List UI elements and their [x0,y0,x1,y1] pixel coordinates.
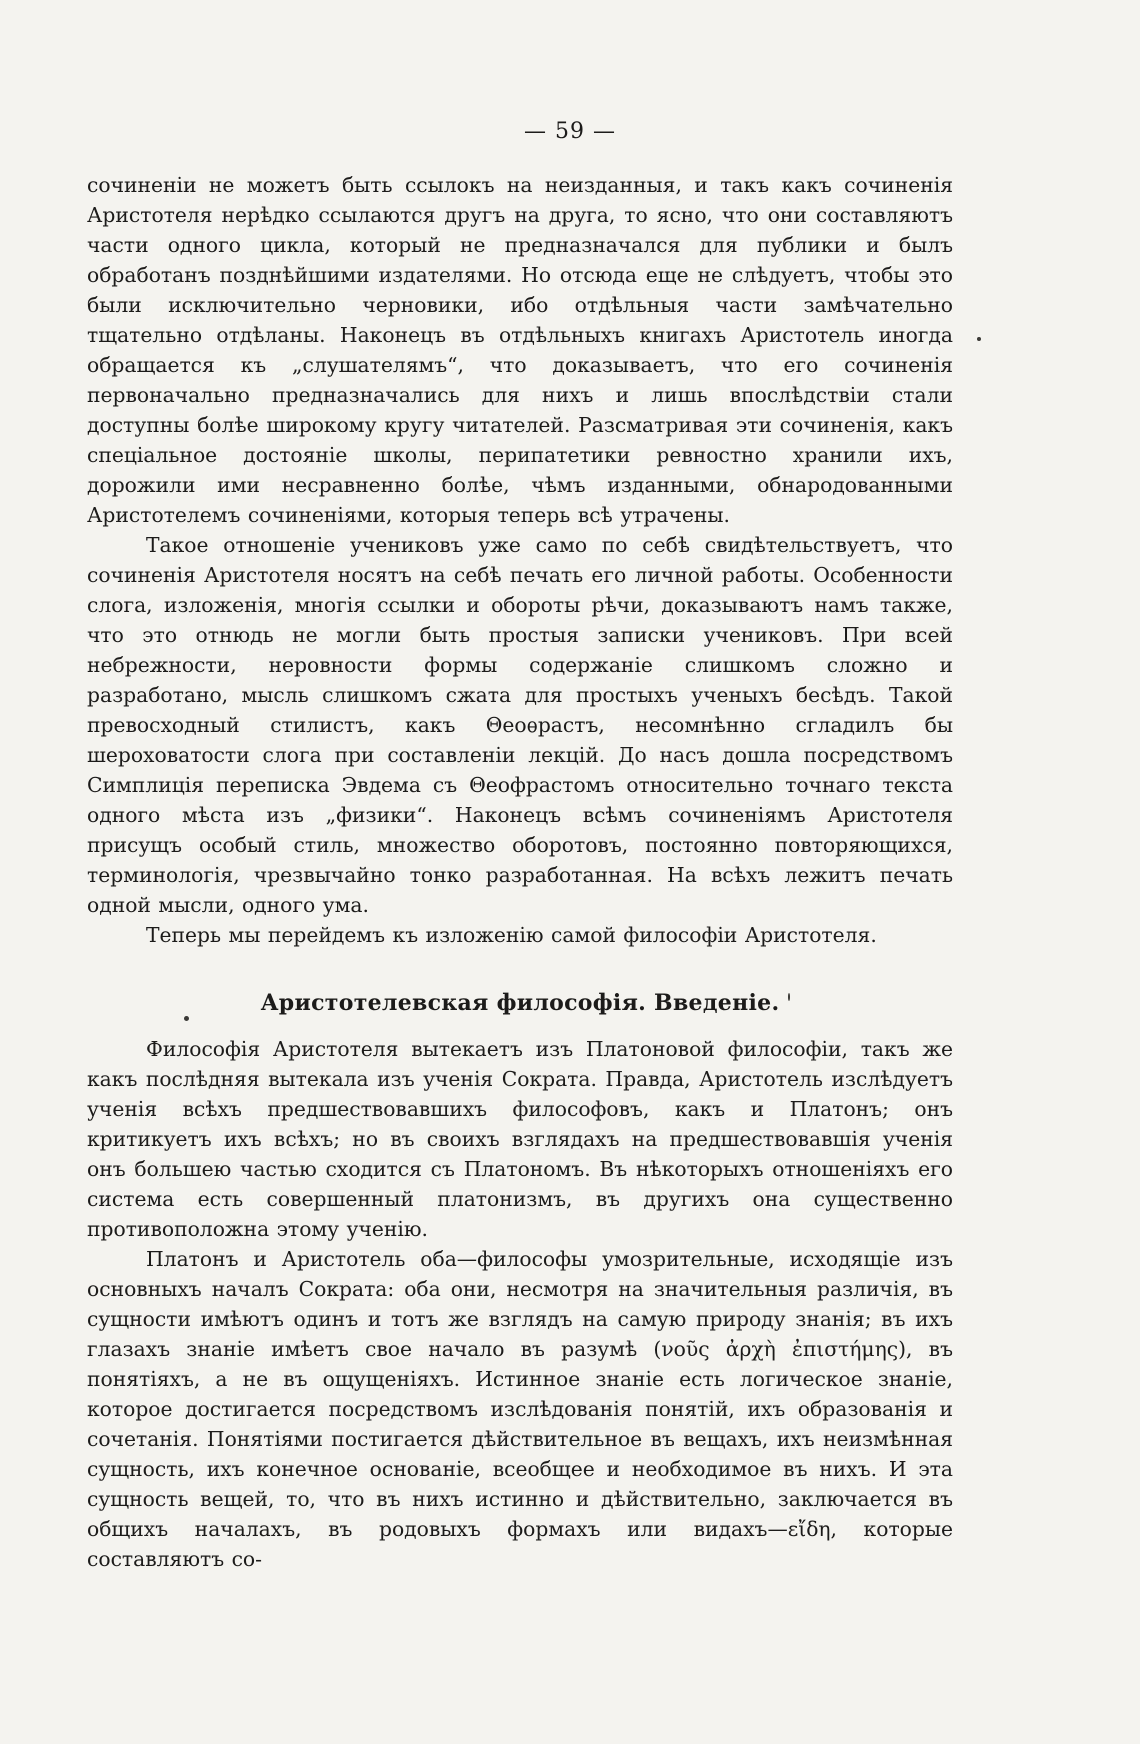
print-speck [184,1016,189,1021]
page-body [87,170,953,1574]
print-speck [788,993,790,1001]
paragraph: Такое отношеніе учениковъ уже само по себѣ свидѣтельствуетъ, что сочиненія Аристотеля носятъ на себѣ печать его личной работы. Особенности слога, изложенія, многія ссылки и обороты рѣчи, доказываютъ намъ также, что это отнюдь не могли быть простыя записки учениковъ. При всей небрежности, неровности формы содержаніе слишкомъ сложно и разработано, мысль слишкомъ сжата для простыхъ ученыхъ бесѣдъ. Такой превосходный стилистъ, какъ Θеоѳрастъ, несомнѣнно сгладилъ бы шероховатости слога при составленіи лекцій. До насъ дошла посредствомъ Симплиція переписка Эвдема съ Θеофрастомъ относительно точнаго текста одного мѣста изъ „физики“. Наконецъ всѣмъ сочиненіямъ Аристотеля присущъ особый стиль, множество оборотовъ, постоянно повторяющихся, терминологія, чрезвычайно тонко разработанная. На всѣхъ лежитъ печать одной мысли, одного ума. [87,533,953,917]
paragraph: сочиненіи не можетъ быть ссылокъ на неизданныя, и такъ какъ сочиненія Аристотеля нерѣдко ссылаются другъ на друга, то ясно, что они составляютъ части одного цикла, который не предназначался для публики и былъ обработанъ позднѣйшими издателями. Но отсюда еще не слѣдуетъ, чтобы это были исключительно черновики, ибо отдѣльныя части замѣчательно тщательно отдѣланы. Наконецъ въ отдѣльныхъ книгахъ Аристотель иногда обращается къ „слушателямъ“, что доказываетъ, что его сочиненія первоначально предназначались для нихъ и лишь впослѣдствіи стали доступны болѣе широкому кругу читателей. Разсматривая эти сочиненія, какъ спеціальное достояніе школы, перипатетики ревностно хранили ихъ, дорожили ими несравненно болѣе, чѣмъ изданными, обнародованными Аристотелемъ сочиненіями, которыя теперь всѣ утрачены. [87,173,953,527]
section-heading: Аристотелевская философія. Введеніе. [260,990,780,1016]
page-number: — 59 — [524,119,616,144]
paragraph: Философія Аристотеля вытекаетъ изъ Платоновой философіи, такъ же какъ послѣдняя вытекала изъ ученія Сократа. Правда, Аристотель изслѣдуетъ ученія всѣхъ предшествовавшихъ философовъ, какъ и Платонъ; онъ критикуетъ ихъ всѣхъ; но въ своихъ взглядахъ на предшествовавшія ученія онъ большею частью сходится съ Платономъ. Въ нѣкоторыхъ отношеніяхъ его система есть совершенный платонизмъ, въ другихъ она существенно противоположна этому ученію. [87,1037,953,1241]
paragraph: Платонъ и Аристотель оба—философы умозрительные, исходящіе изъ основныхъ началъ Сократа: оба они, несмотря на значительныя различія, въ сущности имѣютъ одинъ и тотъ же взглядъ на самую природу знанія; въ ихъ глазахъ знаніе имѣетъ свое начало въ разумѣ (νοῦς ἀρχὴ ἐπιστήμης), въ понятіяхъ, а не въ ощущеніяхъ. Истинное знаніе есть логическое знаніе, которое достигается посредствомъ изслѣдованія понятій, ихъ образованія и сочетанія. Понятіями постигается дѣйствительное въ вещахъ, ихъ неизмѣнная сущность, ихъ конечное основаніе, всеобщее и необходимое въ нихъ. И эта сущность вещей, то, что въ нихъ истинно и дѣйствительно, заключается въ общихъ началахъ, въ родовыхъ формахъ или видахъ—εἴδη, которые составляютъ со- [87,1247,953,1571]
print-speck [977,337,981,341]
paragraph: Теперь мы перейдемъ къ изложенію самой философіи Аристотеля. [146,923,877,947]
